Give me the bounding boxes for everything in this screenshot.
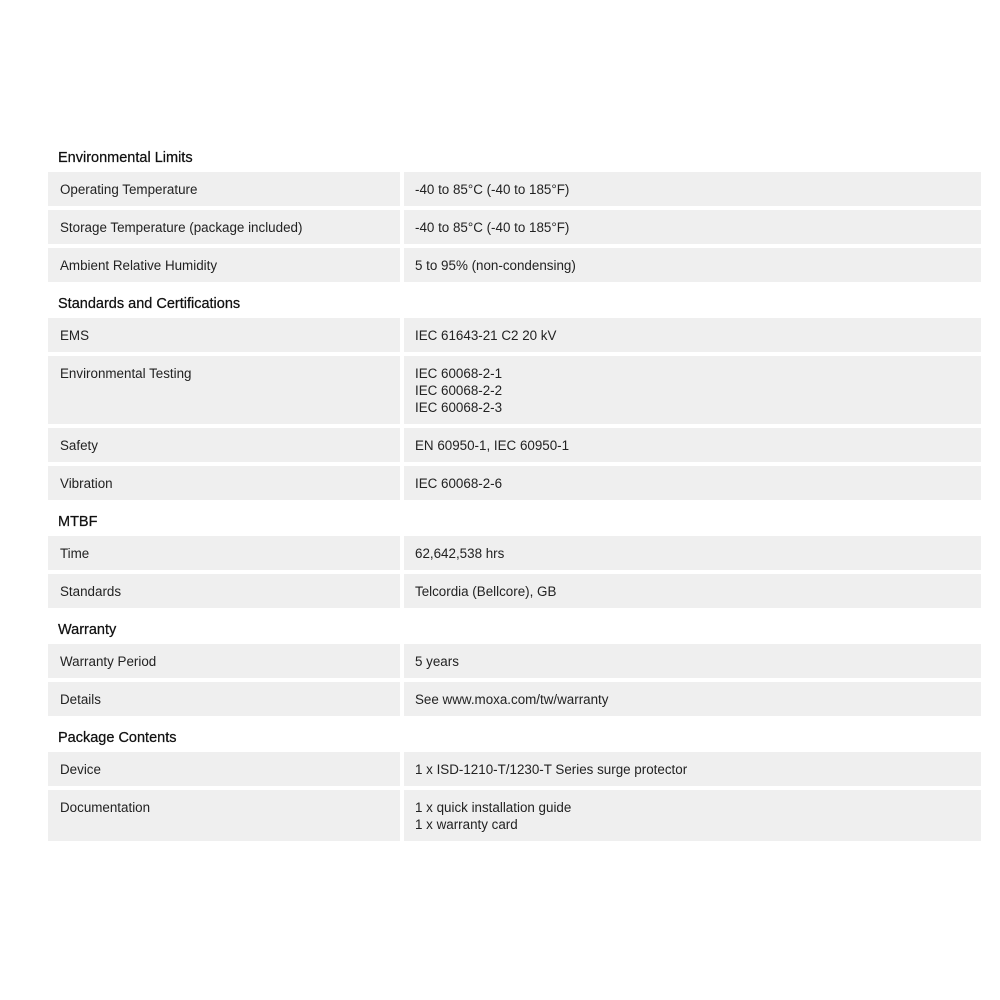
- spec-section: [48, 504, 981, 608]
- spec-value-line: IEC 60068-2-6: [415, 476, 503, 491]
- spec-row: [48, 790, 981, 841]
- spec-table: [48, 644, 981, 716]
- spec-value: [404, 466, 981, 500]
- spec-value: [404, 790, 981, 841]
- spec-value-line: 5 to 95% (non-condensing): [415, 258, 576, 273]
- spec-value: [404, 248, 981, 282]
- spec-label: Storage Temperature (package included): [48, 210, 400, 244]
- spec-label: Warranty Period: [48, 644, 400, 678]
- section-title: Standards and Certifications: [58, 296, 241, 312]
- spec-row: [48, 574, 981, 608]
- spec-sheet: [48, 140, 981, 841]
- spec-section: [48, 140, 981, 282]
- spec-value-line: 1 x warranty card: [415, 817, 518, 832]
- spec-value: [404, 210, 981, 244]
- spec-row: [48, 428, 981, 462]
- spec-table: [48, 172, 981, 282]
- spec-value-line: IEC 60068-2-2: [415, 383, 503, 398]
- spec-value: [404, 752, 981, 786]
- spec-label: Device: [48, 752, 400, 786]
- spec-value-line: See www.moxa.com/tw/warranty: [415, 692, 609, 707]
- spec-table: [48, 536, 981, 608]
- spec-label: EMS: [48, 318, 400, 352]
- spec-value-line: -40 to 85°C (-40 to 185°F): [415, 182, 570, 197]
- spec-value-line: 62,642,538 hrs: [415, 546, 505, 561]
- section-title: Environmental Limits: [58, 150, 193, 166]
- spec-value: [404, 536, 981, 570]
- section-title: MTBF: [58, 514, 98, 530]
- spec-row: [48, 644, 981, 678]
- spec-label: Safety: [48, 428, 400, 462]
- spec-value: [404, 644, 981, 678]
- spec-row: [48, 466, 981, 500]
- spec-value: [404, 318, 981, 352]
- spec-label: Environmental Testing: [48, 356, 400, 424]
- spec-row: [48, 172, 981, 206]
- spec-row: [48, 682, 981, 716]
- spec-value: [404, 574, 981, 608]
- spec-section: [48, 612, 981, 716]
- spec-value-line: EN 60950-1, IEC 60950-1: [415, 438, 570, 453]
- spec-row: [48, 356, 981, 424]
- spec-label: Operating Temperature: [48, 172, 400, 206]
- spec-table: [48, 752, 981, 841]
- spec-row: [48, 248, 981, 282]
- spec-value-line: 1 x ISD-1210-T/1230-T Series surge protector: [415, 762, 688, 777]
- spec-value: [404, 172, 981, 206]
- spec-section: [48, 286, 981, 500]
- spec-value-line: 1 x quick installation guide: [415, 800, 572, 815]
- spec-row: [48, 210, 981, 244]
- spec-row: [48, 752, 981, 786]
- spec-value: [404, 428, 981, 462]
- section-title: Warranty: [58, 622, 117, 638]
- spec-label: Ambient Relative Humidity: [48, 248, 400, 282]
- spec-label: Documentation: [48, 790, 400, 841]
- spec-label: Time: [48, 536, 400, 570]
- spec-value: [404, 682, 981, 716]
- spec-section: [48, 720, 981, 841]
- spec-label: Vibration: [48, 466, 400, 500]
- spec-value-line: 5 years: [415, 654, 459, 669]
- spec-value-line: IEC 61643-21 C2 20 kV: [415, 328, 557, 343]
- spec-label: Details: [48, 682, 400, 716]
- spec-table: [48, 318, 981, 500]
- section-title: Package Contents: [58, 730, 177, 746]
- spec-row: [48, 318, 981, 352]
- spec-value: [404, 356, 981, 424]
- spec-value-line: Telcordia (Bellcore), GB: [415, 584, 557, 599]
- spec-value-line: IEC 60068-2-3: [415, 400, 503, 415]
- spec-label: Standards: [48, 574, 400, 608]
- spec-value-line: IEC 60068-2-1: [415, 366, 503, 381]
- spec-row: [48, 536, 981, 570]
- spec-value-line: -40 to 85°C (-40 to 185°F): [415, 220, 570, 235]
